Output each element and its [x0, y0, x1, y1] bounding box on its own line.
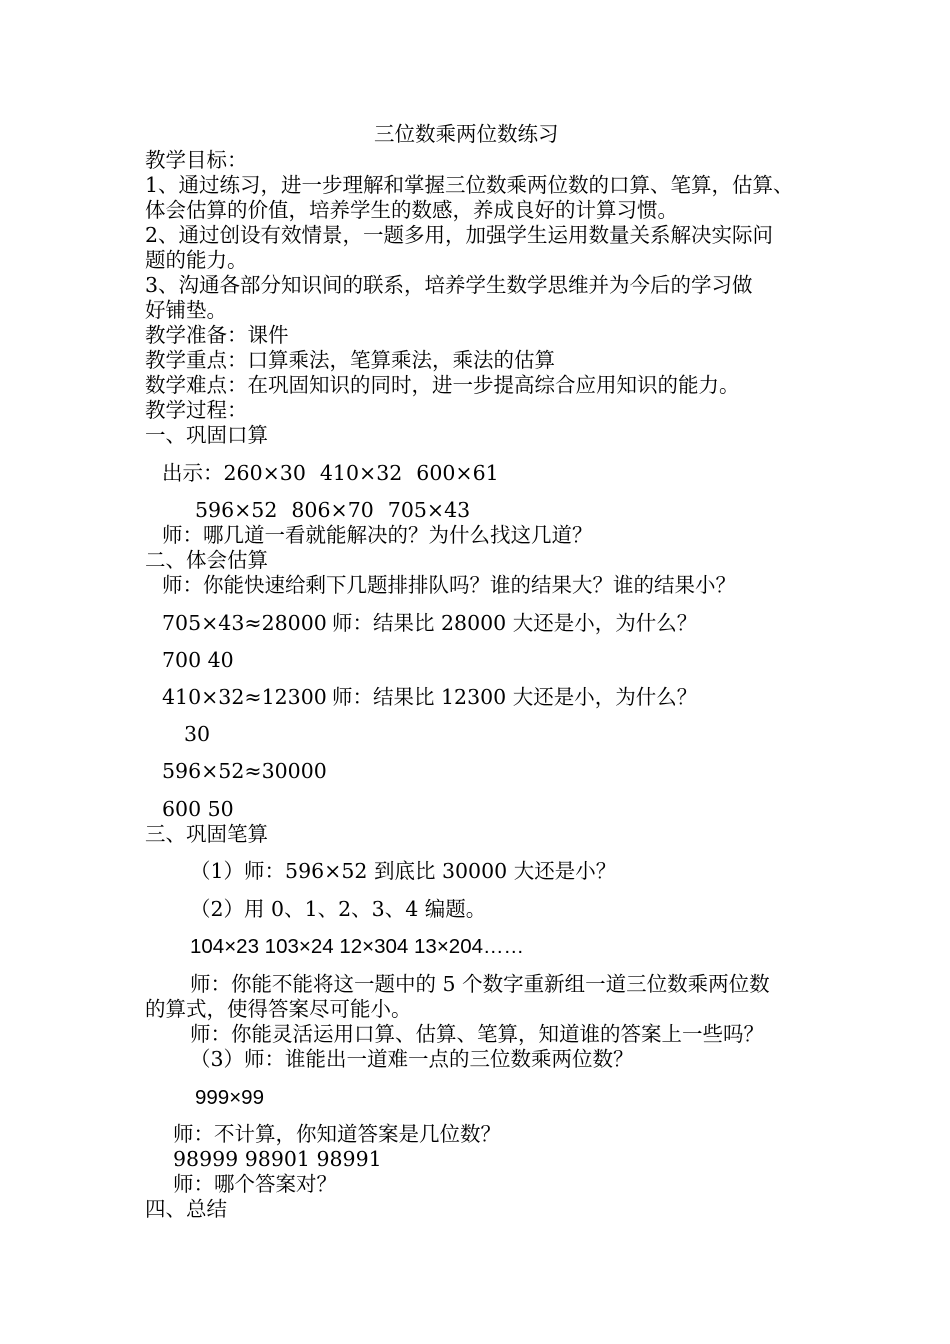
objective-line: 2、通过创设有效情景，一题多用，加强学生运用数量关系解决实际问	[145, 223, 774, 247]
section-heading: 三、巩固笔算	[145, 822, 268, 846]
process-heading: 教学过程：	[145, 398, 248, 422]
estimation-expression: 705×43≈28000	[162, 611, 327, 635]
objective-line: 题的能力。	[145, 248, 248, 272]
teacher-prompt: 的算式，使得答案尽可能小。	[145, 997, 412, 1021]
teaching-difficulty: 数学难点：在巩固知识的同时，进一步提高综合应用知识的能力。	[145, 373, 740, 397]
objective-line: 1、通过练习，进一步理解和掌握三位数乘两位数的口算、笔算，估算、	[145, 173, 794, 197]
practice-question: （3）师：谁能出一道难一点的三位数乘两位数？	[190, 1047, 634, 1071]
objective-line: 3、沟通各部分知识间的联系，培养学生数学思维并为今后的学习做	[145, 273, 753, 297]
objective-line: 体会估算的价值，培养学生的数感，养成良好的计算习惯。	[145, 198, 678, 222]
example-expression: 999×99	[195, 1086, 264, 1109]
expression: 260×30	[223, 461, 306, 485]
teaching-key-points: 教学重点：口算乘法，笔算乘法，乘法的估算	[145, 348, 555, 372]
objectives-heading: 教学目标：	[145, 148, 248, 172]
teacher-question: 师：你能快速给剩下几题排排队吗？谁的结果大？谁的结果小？	[162, 573, 736, 597]
expression: 410×32	[319, 461, 403, 485]
teacher-question: 师：结果比 28000 大还是小，为什么？	[332, 611, 698, 635]
section-heading: 二、体会估算	[145, 548, 268, 572]
document-title: 三位数乘两位数练习	[374, 122, 559, 146]
expression: 705×43	[387, 498, 471, 522]
oral-calc-row	[195, 498, 470, 523]
objective-line: 好铺垫。	[145, 298, 227, 322]
answer-options: 98999 98901 98991	[173, 1147, 382, 1171]
oral-calc-row	[162, 461, 499, 486]
teaching-prep: 教学准备：课件	[145, 323, 289, 347]
teacher-question: 师：哪几道一看就能解决的？为什么找这几道？	[162, 523, 593, 547]
teacher-question: 师：结果比 12300 大还是小，为什么？	[332, 685, 698, 709]
teacher-prompt: 师：你能不能将这一题中的 5 个数字重新组一道三位数乘两位数	[190, 972, 770, 996]
practice-question: （2）用 0、1、2、3、4 编题。	[190, 897, 487, 921]
teacher-prompt: 师：哪个答案对？	[173, 1172, 337, 1196]
practice-question: （1）师：596×52 到底比 30000 大还是小？	[190, 859, 617, 883]
section-heading: 四、总结	[145, 1197, 227, 1221]
teacher-prompt: 师：不计算，你知道答案是几位数？	[173, 1122, 501, 1146]
example-expressions: 104×23 103×24 12×304 13×204……	[190, 935, 524, 958]
expression: 806×70	[291, 498, 374, 522]
estimation-approx: 30	[184, 722, 211, 746]
expression: 596×52	[195, 498, 278, 522]
section-heading: 一、巩固口算	[145, 423, 268, 447]
estimation-expression: 596×52≈30000	[162, 759, 327, 783]
estimation-approx: 600 50	[162, 797, 234, 821]
estimation-expression: 410×32≈12300	[162, 685, 327, 709]
estimation-approx: 700 40	[162, 648, 234, 672]
expression: 600×61	[416, 461, 499, 485]
show-label: 出示：	[162, 461, 224, 485]
teacher-prompt: 师：你能灵活运用口算、估算、笔算，知道谁的答案上一些吗？	[190, 1022, 764, 1046]
